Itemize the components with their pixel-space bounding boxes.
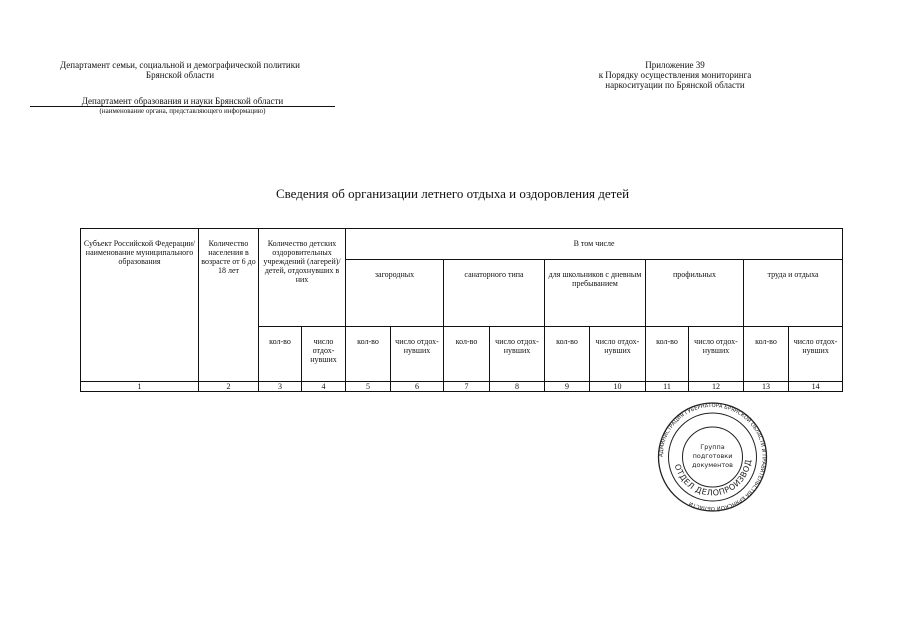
column-number: 1	[81, 382, 199, 392]
report-table	[80, 228, 843, 392]
sub-rested: число отдох-нувших	[590, 327, 646, 382]
header-including	[346, 229, 843, 260]
group-labor-label: труда и отдыха	[767, 270, 819, 279]
org-line-3: Департамент образования и науки Брянской области	[30, 96, 335, 107]
document-title: Сведения об организации летнего отдыха и оздоровления детей	[275, 186, 630, 201]
appendix-line-3: наркоситуации по Брянской области	[605, 80, 745, 90]
appendix-line-1: Приложение 39	[645, 60, 705, 70]
appendix-header	[585, 60, 765, 90]
official-stamp	[650, 402, 775, 512]
org-line-1: Департамент семьи, социальной и демографической политики	[60, 60, 300, 70]
stamp-center-line-1: Группа	[700, 443, 725, 451]
header-camps	[259, 229, 346, 327]
group-labor	[744, 260, 843, 327]
stamp-seal-icon	[650, 402, 775, 512]
column-number: 8	[490, 382, 545, 392]
column-number: 9	[545, 382, 590, 392]
column-number: 2	[199, 382, 259, 392]
column-number: 7	[444, 382, 490, 392]
header-camps-label: Количество детских оздоровительных учреждений (лагерей)/ детей, отдохнувших в них	[263, 239, 341, 284]
column-number: 6	[391, 382, 444, 392]
stamp-ring-text: АДМИНИСТРАЦИЯ ГУБЕРНАТОРА БРЯНСКОЙ ОБЛАСТИ И ПРАВИТЕЛЬСТВА БРЯНСКОЙ ОБЛАСТИ	[658, 402, 767, 512]
header-population	[199, 229, 259, 382]
sub-count: кол-во	[444, 327, 490, 382]
column-number: 3	[259, 382, 302, 392]
column-number: 5	[346, 382, 391, 392]
group-profile	[646, 260, 744, 327]
header-including-label: В том числе	[573, 239, 615, 248]
group-sanatorium	[444, 260, 545, 327]
sub-rested: число отдох-нувших	[789, 327, 843, 382]
column-number: 13	[744, 382, 789, 392]
column-number: 10	[590, 382, 646, 392]
group-day-school	[545, 260, 646, 327]
column-number: 11	[646, 382, 689, 392]
header-population-label: Количество населения в возрасте от 6 до 18 лет	[201, 239, 256, 275]
group-country-label: загородных	[374, 270, 415, 279]
stamp-center-line-2: подготовки	[692, 452, 733, 460]
sub-count: кол-во	[646, 327, 689, 382]
sub-rested: число отдох-нувших	[302, 327, 346, 382]
column-number: 14	[789, 382, 843, 392]
sub-count: кол-во	[545, 327, 590, 382]
sub-rested: число отдох-нувших	[391, 327, 444, 382]
sub-count: кол-во	[744, 327, 789, 382]
header-subject	[81, 229, 199, 382]
appendix-line-2: к Порядку осуществления мониторинга	[598, 70, 752, 80]
sub-rested: число отдох-нувших	[490, 327, 545, 382]
stamp-arc-text: ОТДЕЛ ДЕЛОПРОИЗВОД	[672, 458, 754, 498]
sub-rested: число отдох-нувших	[689, 327, 744, 382]
sub-count: кол-во	[346, 327, 391, 382]
group-sanatorium-label: санаторного типа	[464, 270, 524, 279]
header-subject-label: Субъект Российской Федерации/ наименование муниципального образования	[83, 239, 196, 266]
org-note: (наименование органа, представляющего информацию)	[99, 107, 266, 115]
org-header	[30, 60, 330, 80]
column-number: 12	[689, 382, 744, 392]
column-number: 4	[302, 382, 346, 392]
sub-count: кол-во	[259, 327, 302, 382]
org-line-2: Брянской области	[145, 70, 215, 80]
group-day-school-label: для школьников с дневным пребыванием	[548, 270, 642, 288]
group-country	[346, 260, 444, 327]
group-profile-label: профильных	[672, 270, 717, 279]
stamp-center-line-3: документов	[692, 461, 733, 469]
